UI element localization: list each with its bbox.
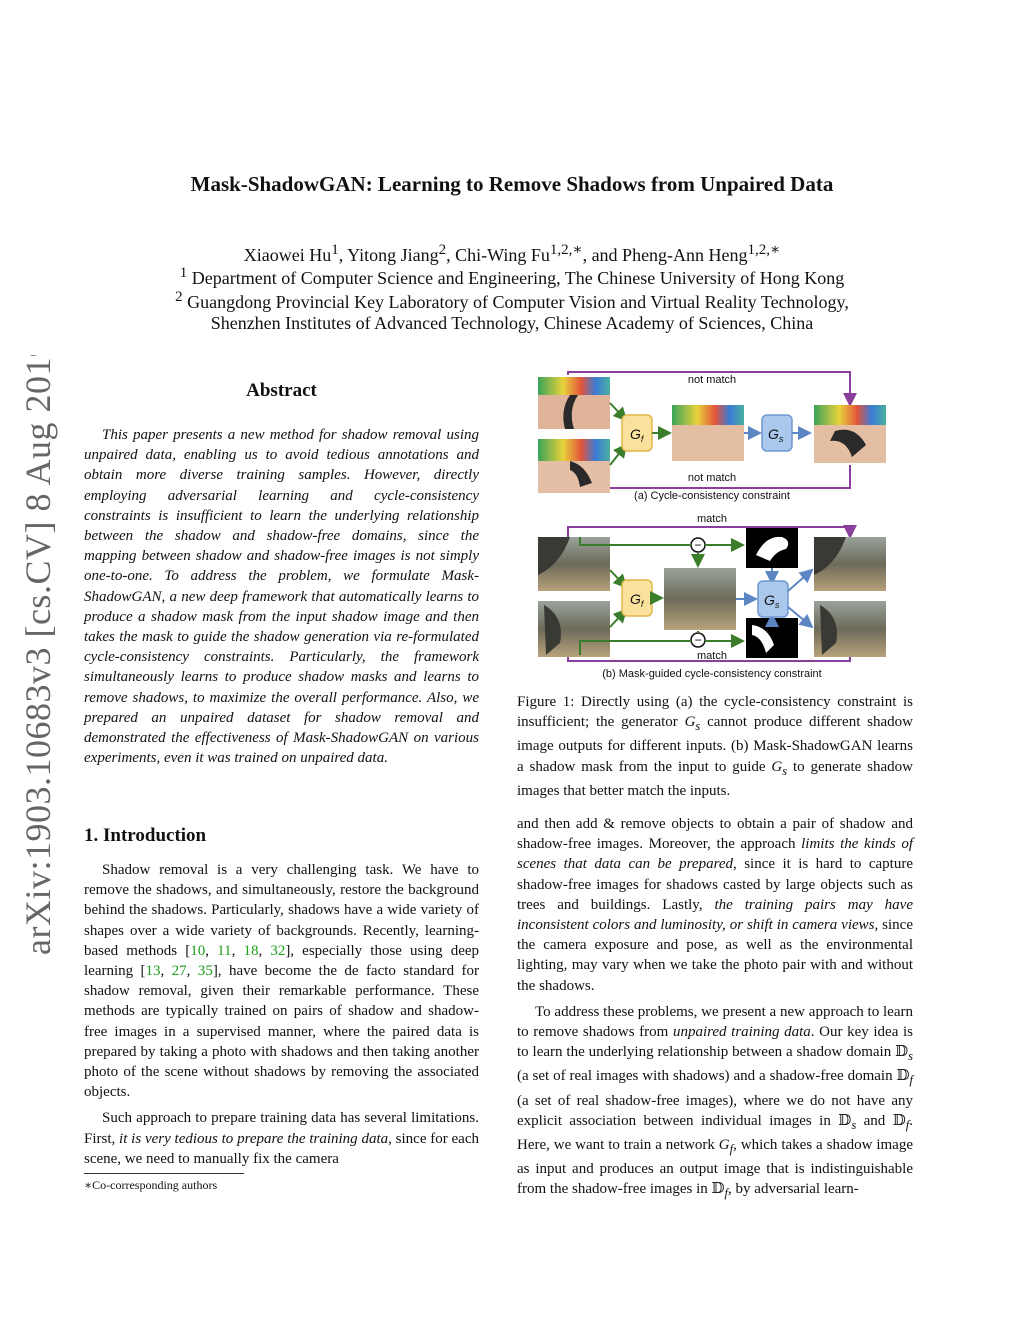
caption-a: (a) Cycle-consistency constraint xyxy=(634,490,790,502)
text: , since it is hard to capture shadow-free images for shadows casted by large objects such as trees and buildings. Lastly, xyxy=(517,856,914,913)
math: G xyxy=(718,1137,730,1154)
text: , since the camera exposure and pose, as well as the environmental lighting, may vary when we take the photo pair with and without the shadows. xyxy=(517,917,913,994)
abstract-heading: Abstract xyxy=(246,380,317,401)
text-italic: limits the kinds of scenes that data can be prepared xyxy=(517,836,913,873)
text: . Our key idea is to learn the underlying relationship between a shadow domain xyxy=(517,1024,913,1061)
footnote-rule xyxy=(84,1173,244,1174)
math-sub: s xyxy=(851,1117,857,1132)
g-subscript: s xyxy=(774,600,780,610)
paragraph xyxy=(517,1002,913,1204)
text: ], have become the de facto standard for shadow removal, given their remarkable performance. These methods are typically trained on pairs of shadow and shadow-free images in a supervised manner, where the paired data is prepared by taking a photo with shadows and then taking another photo of the scene without shadows by removing the associated objects. xyxy=(84,963,480,1101)
minus-sign: − xyxy=(694,538,702,552)
math-sub: s xyxy=(908,1049,913,1064)
text: (a set of real shadow-free images), where we do not have any explicit association between individual images in xyxy=(517,1092,913,1129)
output-image-b2 xyxy=(814,601,886,657)
math: 𝔻 xyxy=(892,1112,906,1129)
math-sub: s xyxy=(782,763,788,778)
label-match-top: match xyxy=(697,513,727,525)
math-ds xyxy=(838,1112,857,1132)
intro-paragraph-1: Shadow removal is a very challenging task. We have to remove the shadows, and simultaneously, restore the background behind the shadows. Particularly, shadows have a wide variety of shapes over a wide variety of backgrounds. Recently, learning-based methods [10, 11, 18, 32], especially those using deep learning [13, 27, 35], have become the de facto standard for shadow removal, given their remarkable performance. These methods are typically trained on pairs of shadow and shadow-free images in a supervised manner, where the paired data is prepared by taking a photo with shadows and then taking another photo of the scene without shadows by removing the associated objects. xyxy=(84,862,480,1101)
text: , by adversarial learn- xyxy=(728,1181,859,1198)
author-sup: 2 xyxy=(438,242,447,258)
math-df xyxy=(711,1181,729,1201)
intro-paragraph-2 xyxy=(84,1108,479,1169)
text: and xyxy=(856,1112,893,1129)
math: 𝔻 xyxy=(896,1068,910,1085)
label-match-bottom: match xyxy=(697,650,727,662)
caption-paragraph xyxy=(517,692,913,801)
section-heading: 1. Introduction xyxy=(84,825,207,846)
match-arrow-top xyxy=(568,527,850,537)
text: and then add & remove objects to obtain a pair of shadow and shadow-free images. Moreover, the approach xyxy=(517,816,913,853)
text: . Here, we want to train a network xyxy=(517,1112,913,1154)
text-italic: unpaired training data xyxy=(672,1024,811,1041)
text: Such approach to prepare training data has several limitations. First, xyxy=(84,1110,479,1147)
paper-title: Mask-ShadowGAN: Learning to Remove Shadows from Unpaired Data xyxy=(190,172,834,196)
author-sup: 1,2,∗ xyxy=(549,242,583,258)
input-image-2 xyxy=(538,439,610,493)
arrow xyxy=(788,570,812,591)
math-sub: s xyxy=(695,719,701,734)
affiliation-2 xyxy=(0,289,1024,313)
output-shadow-image xyxy=(814,405,886,463)
g-subscript: s xyxy=(778,434,784,444)
aff-text: Guangdong Provincial Key Laboratory of Computer Vision and Virtual Reality Technology, xyxy=(182,292,849,312)
g-letter: G xyxy=(630,591,641,607)
g-letter: G xyxy=(764,592,775,608)
g-subscript: f xyxy=(640,434,644,444)
text: Shadow removal is a very challenging task. We have to remove the shadows, and simultaneously, restore the background behind the shadows. Particularly, shadows have a wide variety of shapes over a wide variety of backgrounds. Recently, learning-based methods [ xyxy=(84,862,479,959)
citation-link[interactable]: 32 xyxy=(270,942,286,959)
math-ds xyxy=(895,1044,913,1064)
aff-text: Department of Computer Science and Engineering, The Chinese University of Hong Kong xyxy=(187,268,845,288)
footnote: ∗Co-corresponding authors xyxy=(84,1178,218,1192)
arxiv-stamp-text: arXiv:1903.10683v3 [cs.CV] 8 Aug 2019 xyxy=(18,355,58,955)
abstract-paragraph: This paper presents a new method for shadow removal using unpaired data, enabling us to avoid tedious annotations and obtain more diverse training samples. However, directly employing adversarial learning and cycle-consistency constraints is insufficient to learn the underlying relationship between the shadow and shadow-free domains, since the mapping between shadow and shadow-free images is not simply one-to-one. To address the problem, we formulate Mask-ShadowGAN, a new deep framework that automatically learns to produce a shadow mask from the input shadow image and then takes the mask to guide the shadow generation via re-formulated cycle-consistency constraints. Particularly, the framework simultaneously learns to produce shadow masks and learns to remove shadows, to maximize the overall performance. Also, we prepared an unpaired dataset for shadow removal and demonstrated the effectiveness of Mask-ShadowGAN on various experiments, even it was trained on unpaired data. xyxy=(84,427,479,767)
author-sup: 1 xyxy=(331,242,339,258)
author-name: , and Pheng-Ann Heng xyxy=(582,245,748,265)
author-sup: 1,2,∗ xyxy=(747,242,781,258)
intro-body xyxy=(84,860,479,1169)
figure-1 xyxy=(530,365,920,685)
math-df xyxy=(896,1068,914,1088)
citation-link[interactable]: 13 xyxy=(145,963,161,980)
text: (a set of real images with shadows) and a shadow-free domain xyxy=(517,1068,897,1085)
text-italic: the training pairs may have inconsistent colors and luminosity, or shift in camera views xyxy=(517,896,913,934)
text: , which takes a shadow image as input and produces an output image that is indistinguishable from the shadow-free images in xyxy=(517,1137,913,1198)
math-gs xyxy=(684,714,701,734)
author-name: Xiaowei Hu xyxy=(243,245,332,265)
math: 𝔻 xyxy=(711,1181,725,1198)
math: 𝔻 xyxy=(895,1044,909,1061)
math: G xyxy=(771,758,783,775)
output-image-b1 xyxy=(814,537,886,591)
author-line xyxy=(0,240,1024,266)
math: G xyxy=(684,714,696,731)
math-sub: f xyxy=(724,1186,729,1201)
shadow-mask-bottom xyxy=(746,618,798,658)
text: To address these problems, we present a new approach to learn to remove shadows from xyxy=(517,1003,913,1041)
citation-link[interactable]: 10 xyxy=(190,942,206,959)
citation-link[interactable]: 18 xyxy=(243,942,259,959)
paragraph xyxy=(517,814,913,996)
math-sub: f xyxy=(905,1117,910,1132)
label-not-match-top: not match xyxy=(687,374,737,386)
text: Figure 1: Directly using (a) the cycle-consistency constraint is insufficient; the generator xyxy=(517,694,913,731)
affiliation-2b: Shenzhen Institutes of Advanced Technology, Chinese Academy of Sciences, China xyxy=(210,313,814,333)
g-letter: G xyxy=(768,426,779,442)
math-gs xyxy=(771,758,788,778)
input-image-1 xyxy=(538,377,610,429)
arxiv-stamp xyxy=(0,355,70,955)
g-subscript: f xyxy=(640,599,644,609)
text: cannot produce different shadow image outputs for different inputs. (b) Mask-ShadowGAN learns a shadow mask from the input to guide xyxy=(517,714,913,775)
author-name: , Yitong Jiang xyxy=(338,245,439,265)
aff-sup: 2 xyxy=(175,289,183,305)
text-italic: it is very tedious to prepare the training data xyxy=(119,1130,389,1147)
math: 𝔻 xyxy=(838,1112,852,1129)
author-name: , Chi-Wing Fu xyxy=(446,245,550,265)
text: , since for each scene, we need to manually fix the camera xyxy=(84,1130,479,1167)
abstract-body xyxy=(84,425,479,768)
shadow-mask-top xyxy=(746,528,798,568)
text: ], especially those using deep learning [ xyxy=(84,942,480,980)
right-column-body xyxy=(517,814,913,1204)
affiliation-1 xyxy=(0,265,1024,289)
math-gf xyxy=(718,1137,734,1157)
math-df xyxy=(892,1112,910,1132)
citation-link[interactable]: 35 xyxy=(197,963,213,980)
aff-sup: 1 xyxy=(179,265,188,281)
minus-sign: − xyxy=(694,633,702,647)
shadow-free-image-b xyxy=(664,568,736,630)
figure-caption xyxy=(517,692,913,801)
text: to generate shadow images that better match the inputs. xyxy=(517,758,913,799)
input-image-4 xyxy=(538,601,610,657)
label-not-match-bottom: not match xyxy=(687,472,737,484)
citation-link[interactable]: 27 xyxy=(171,963,187,980)
shadow-free-image xyxy=(672,405,744,461)
citation-link[interactable]: 11 xyxy=(217,942,232,959)
g-letter: G xyxy=(630,426,641,442)
math-sub: f xyxy=(729,1142,734,1157)
math-sub: f xyxy=(909,1073,913,1088)
intro-heading xyxy=(84,825,479,847)
caption-b: (b) Mask-guided cycle-consistency constraint xyxy=(602,668,822,680)
